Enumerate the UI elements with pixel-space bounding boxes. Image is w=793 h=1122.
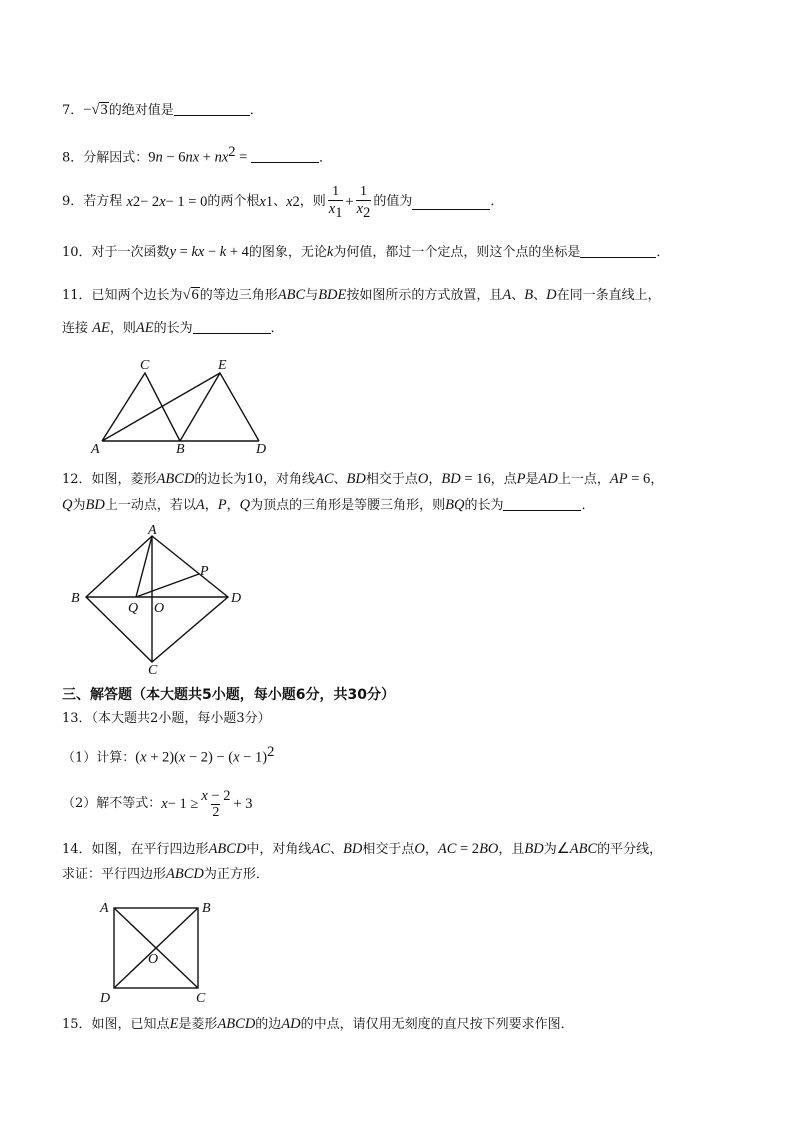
question-11-line-2: 连接 AE，则AE的长为 ． (62, 320, 284, 336)
answer-blank-9[interactable] (412, 195, 490, 210)
question-12-line-1: 12．如图，菱形ABCD的边长为10，对角线AC、BD相交于点O，BD = 16，点P是AD上一点，AP = 6， (62, 471, 664, 487)
figure-11-triangles (88, 355, 278, 455)
question-10: 10．对于一次函数y = kx − k + 4的图象，无论k为何值，都过一个定点，则这个点的坐标是 ． (62, 244, 670, 260)
question-8: 8．分解因式：$9n - 6nx + nx^2$ = ． (62, 144, 332, 166)
label-a: A (148, 524, 157, 538)
figure-12-rhombus (66, 524, 246, 674)
label-c: C (140, 358, 150, 373)
question-14-line-1: 14．如图，在平行四边形ABCD中，对角线AC、BD相交于点O，AC = 2BO，且BD为∠ABC的平分线， (62, 841, 663, 857)
segment-aq (136, 536, 152, 597)
label-e: E (218, 358, 227, 373)
label-b: B (71, 591, 80, 606)
label-q: Q (128, 601, 139, 616)
segment-qp (136, 574, 199, 597)
label-p: P (200, 564, 209, 579)
label-d: D (256, 442, 267, 455)
triangle-bde (180, 373, 259, 441)
question-13-part-1: （1）计算：$(x + 2)(x - 2) - (x - 1)^2$ (62, 744, 275, 766)
segment-ae (102, 373, 220, 441)
question-14-line-2: 求证：平行四边形ABCD为正方形． (62, 866, 269, 882)
question-9: 9． 若方程 x 2 − 2 x − 1 = 0 的两个根 x 1 、 x 2 ，则 $\frac{1}{x_1}$ + $\frac{1}{x_2}$ 的值为 ． (62, 183, 504, 221)
answer-blank-12[interactable] (503, 496, 581, 511)
answer-blank-7[interactable] (174, 101, 250, 116)
answer-blank-10[interactable] (580, 243, 656, 258)
question-15: 15．如图，已知点E是菱形ABCD的边AD的中点，请仅用无刻度的直尺按下列要求作图． (62, 1016, 574, 1032)
label-b: B (202, 901, 211, 916)
label-d: D (231, 591, 242, 606)
label-a: A (91, 442, 100, 455)
answer-blank-11[interactable] (193, 319, 271, 334)
question-7: 7．−√3的绝对值是 ． (62, 102, 263, 118)
question-13-part-2: （2）解不等式： x − 1 ≥ $\frac{x - 2}{2}$ + 3 (62, 787, 253, 820)
question-13-head: 13．（本大题共2小题，每小题3分） (62, 711, 271, 726)
label-o: O (148, 952, 159, 967)
label-c: C (196, 991, 206, 1006)
question-12-line-2: Q为BD上一动点，若以A，P，Q为顶点的三角形是等腰三角形，则BQ的长为 ． (62, 497, 595, 513)
figure-14-square (96, 896, 226, 1006)
question-11-line-1: 11．已知两个边长为√6的等边三角形ABC与BDE按如图所示的方式放置，且A、B、D在同一条直线上， (62, 287, 661, 303)
label-b: B (176, 442, 185, 455)
rhombus-abcd (86, 536, 228, 662)
section-3-heading: 三、解答题（本大题共5小题，每小题6分，共30分） (62, 687, 395, 703)
triangle-abc (102, 373, 180, 441)
answer-blank-8[interactable] (251, 148, 319, 163)
label-d: D (100, 991, 111, 1006)
label-o: O (154, 601, 165, 616)
label-c: C (148, 663, 158, 674)
label-a: A (100, 901, 109, 916)
